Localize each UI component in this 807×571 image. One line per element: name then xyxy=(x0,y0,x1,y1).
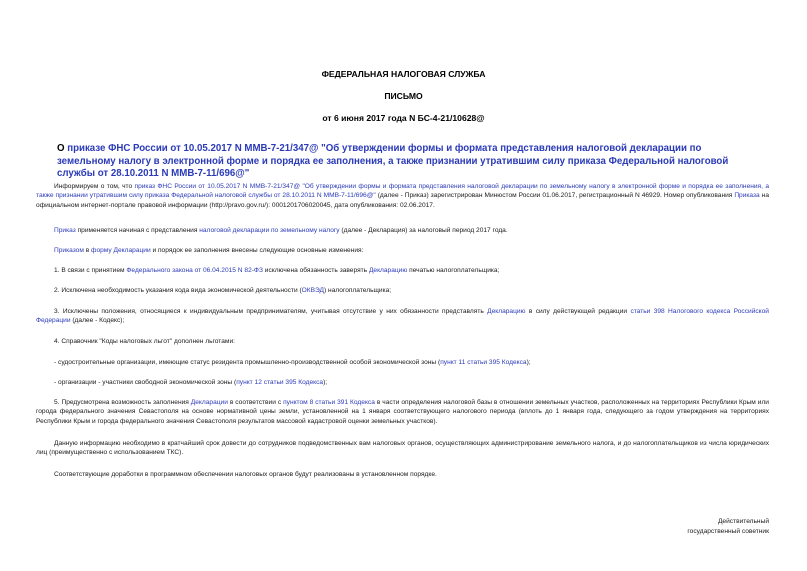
paragraph-change-3 xyxy=(36,307,769,326)
tax-code-article-398-link[interactable]: статьи 398 Налогового кодекса Российской Федерации xyxy=(36,308,769,325)
paragraph-text: - судостроительные организации, имеющие статус резидента промышленно-производственной особой экономической зоны ( xyxy=(54,359,441,366)
paragraph-change-4 xyxy=(36,337,769,346)
document-type: ПИСЬМО xyxy=(384,91,423,101)
order-short-link[interactable]: Приказ xyxy=(54,227,76,234)
paragraph-text: ); xyxy=(323,379,328,386)
document-date-number: от 6 июня 2017 года N БС-4-21/10628@ xyxy=(322,113,485,123)
declaration-link[interactable]: налоговой декларации по земельному налогу xyxy=(199,227,340,234)
paragraph-benefit-shipbuilding xyxy=(36,358,769,367)
order-link[interactable]: приказ ФНС России от 10.05.2017 N ММВ-7-21/347@ "Об утверждении формы и формата представления налоговой декларации по земельному налогу в электронной форме и порядка ее заполнения, а также признании утратившим силу приказа Федеральной налоговой службы от 28.10.2011 N ММВ-7-11/696@" xyxy=(36,183,769,200)
paragraph-text: 1. В связи с принятием xyxy=(54,267,127,274)
article-391-item-8-link[interactable]: пунктом 8 статьи 391 Кодекса xyxy=(283,399,375,406)
declaration-form-link[interactable]: форму Декларации xyxy=(91,247,151,254)
paragraph-text: в части определения налоговой базы в отношении земельных участков, расположенных на территориях Республики Крым или города федерального значения Севастополя на основе нормативной цены земли, установленной на 1 января соответствующего налогового периода (вплоть до 1 января года, следующего за годом утверждения на территориях Республики Крым и города федерального значения Севастополя результатов массовой кадастровой оценки земельных участков). xyxy=(36,399,769,425)
paragraph-text: применяется начиная с представления xyxy=(75,227,200,234)
paragraph-text: 2. Исключена необходимость указания кода вида экономической деятельности ( xyxy=(54,287,302,294)
article-395-item-12-link[interactable]: пункт 12 статьи 395 Кодекса xyxy=(236,379,324,386)
document-subject xyxy=(57,143,757,181)
paragraph-text: в силу действующей редакции xyxy=(525,308,631,315)
paragraph-text: и порядок ее заполнения внесены следующие основные изменения: xyxy=(150,247,364,254)
paragraph-text: печатью налогоплательщика; xyxy=(407,267,500,274)
order-short-link[interactable]: Приказа xyxy=(734,192,760,200)
paragraph-text: в соответствии с xyxy=(227,399,284,406)
paragraph-text: (далее - Декларация) за налоговый период 2017 года. xyxy=(339,227,508,234)
paragraph-changes-intro xyxy=(36,246,769,255)
paragraph-text: (далее - Приказ) зарегистрирован Минюстом России 01.06.2017, регистрационный N 46929. Номер опубликования xyxy=(375,192,735,200)
paragraph-text: ) налогоплательщика; xyxy=(324,287,392,294)
declaration-link[interactable]: Декларацию xyxy=(368,267,408,274)
paragraph-text: исключена обязанность заверять xyxy=(262,267,369,274)
paragraph-text: Данную информацию необходимо в кратчайший срок довести до сотрудников подведомственных вам налоговых органов, осуществляющих администрирование земельного налога, и до налогоплательщиков из числа юридических лиц (преимущественно с использованием ТКС). xyxy=(36,440,769,457)
paragraph-text: на официальном интернет-портале правовой информации (http://pravo.gov.ru/): 0001201706020045, дата опубликования: 02.06.2017. xyxy=(36,192,769,209)
paragraph-intro xyxy=(36,182,769,210)
paragraph-change-1 xyxy=(36,266,769,275)
paragraph-benefit-free-zone xyxy=(36,378,769,387)
paragraph-text: 4. Справочник "Коды налоговых льгот" дополнен льготами: xyxy=(54,338,235,345)
order-short-link[interactable]: Приказом xyxy=(54,247,84,254)
declaration-link[interactable]: Декларацию xyxy=(487,308,526,315)
paragraph-text: (далее - Кодекс); xyxy=(70,317,125,325)
okved-link[interactable]: ОКВЭД xyxy=(301,287,325,294)
agency-heading: ФЕДЕРАЛЬНАЯ НАЛОГОВАЯ СЛУЖБА xyxy=(321,69,486,79)
subject-prefix: О xyxy=(57,143,68,154)
declaration-link[interactable]: Декларации xyxy=(190,399,228,406)
paragraph-text: 5. Предусмотрена возможность заполнения xyxy=(54,399,191,406)
signature-title-line-2: государственный советник xyxy=(687,527,769,535)
paragraph-text: ); xyxy=(526,359,531,366)
paragraph-software-updates xyxy=(36,470,769,479)
federal-law-link[interactable]: Федерального закона от 06.04.2015 N 82-ФЗ xyxy=(126,267,263,274)
paragraph-change-5 xyxy=(36,398,769,426)
subject-order-link[interactable]: приказе ФНС России от 10.05.2017 N ММВ-7-21/347@ "Об утверждении формы и формата представления налоговой декларации по земельному налогу в электронной форме и порядка ее заполнения, а также признании утратившим силу приказа Федеральной налоговой службы от 28.10.2011 N ММВ-7-11/696@" xyxy=(57,143,729,179)
paragraph-text: Информируем о том, что xyxy=(54,183,135,190)
paragraph-application xyxy=(36,226,769,235)
article-395-item-11-link[interactable]: пункт 11 статьи 395 Кодекса xyxy=(440,359,527,366)
paragraph-instruction xyxy=(36,439,769,458)
signature-title-line-1: Действительный xyxy=(717,518,769,525)
paragraph-text: - организации - участники свободной экономической зоны ( xyxy=(54,379,237,386)
paragraph-text: 3. Исключены положения, относящиеся к индивидуальным предпринимателям, учитывая отсутствие у них обязанности представлять xyxy=(54,308,488,315)
paragraph-text: Соответствующие доработки в программном обеспечении налоговых органов будут реализованы в установленном порядке. xyxy=(54,471,437,478)
paragraph-text: в xyxy=(83,247,92,254)
paragraph-change-2 xyxy=(36,286,769,295)
signature-block xyxy=(687,517,769,536)
